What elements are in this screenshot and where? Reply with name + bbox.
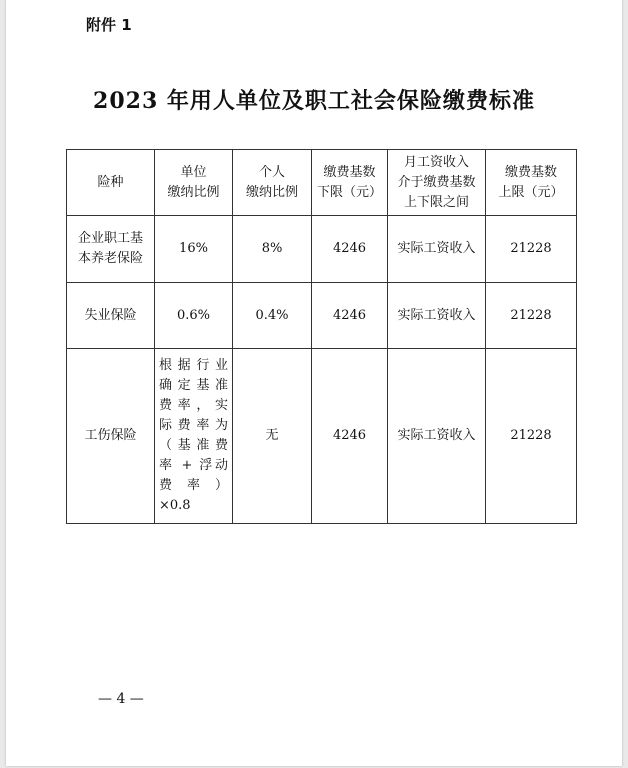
table-row: [67, 349, 577, 524]
rate-line: （基准费: [159, 438, 228, 453]
cell-base-min: 4246: [312, 283, 388, 349]
table-row: [67, 283, 577, 349]
rate-line: 根据行业: [159, 358, 228, 373]
header-mid-income: 月工资收入 介于缴费基数 上下限之间: [388, 150, 486, 216]
page-number: — 4 —: [98, 691, 144, 707]
header-insurance: 险种: [67, 150, 155, 216]
header-employer-rate: 单位 缴纳比例: [155, 150, 233, 216]
cell-employer-rate: 0.6%: [155, 283, 233, 349]
cell-insurance: 工伤保险: [67, 349, 155, 524]
cell-employer-rate: [155, 349, 233, 524]
page-title: 2023 年用人单位及职工社会保险缴费标准: [93, 88, 535, 114]
rate-line: ×0.8: [159, 498, 191, 513]
rate-line: 费率，实: [159, 398, 228, 413]
rate-line: 率 + 浮动: [159, 458, 228, 473]
cell-insurance: 失业保险: [67, 283, 155, 349]
cell-employee-rate: 无: [233, 349, 312, 524]
document-page: [6, 0, 622, 766]
cell-base-min: 4246: [312, 349, 388, 524]
insurance-standard-table: [66, 149, 577, 524]
cell-employee-rate: 8%: [233, 216, 312, 283]
cell-employer-rate: 16%: [155, 216, 233, 283]
table-header-row: [67, 150, 577, 216]
header-employee-rate: 个人 缴纳比例: [233, 150, 312, 216]
cell-mid-income: 实际工资收入: [388, 216, 486, 283]
table-row: [67, 216, 577, 283]
header-base-min: 缴费基数 下限（元）: [312, 150, 388, 216]
rate-line: 确定基准: [159, 378, 228, 393]
cell-base-min: 4246: [312, 216, 388, 283]
rate-line: 费 率 ）: [159, 478, 228, 493]
cell-base-max: 21228: [486, 349, 577, 524]
cell-employee-rate: 0.4%: [233, 283, 312, 349]
cell-mid-income: 实际工资收入: [388, 283, 486, 349]
cell-base-max: 21228: [486, 216, 577, 283]
cell-mid-income: 实际工资收入: [388, 349, 486, 524]
cell-insurance: 企业职工基 本养老保险: [67, 216, 155, 283]
rate-line: 际费率为: [159, 418, 228, 433]
attachment-label: 附件 1: [86, 16, 132, 34]
header-base-max: 缴费基数 上限（元）: [486, 150, 577, 216]
cell-base-max: 21228: [486, 283, 577, 349]
